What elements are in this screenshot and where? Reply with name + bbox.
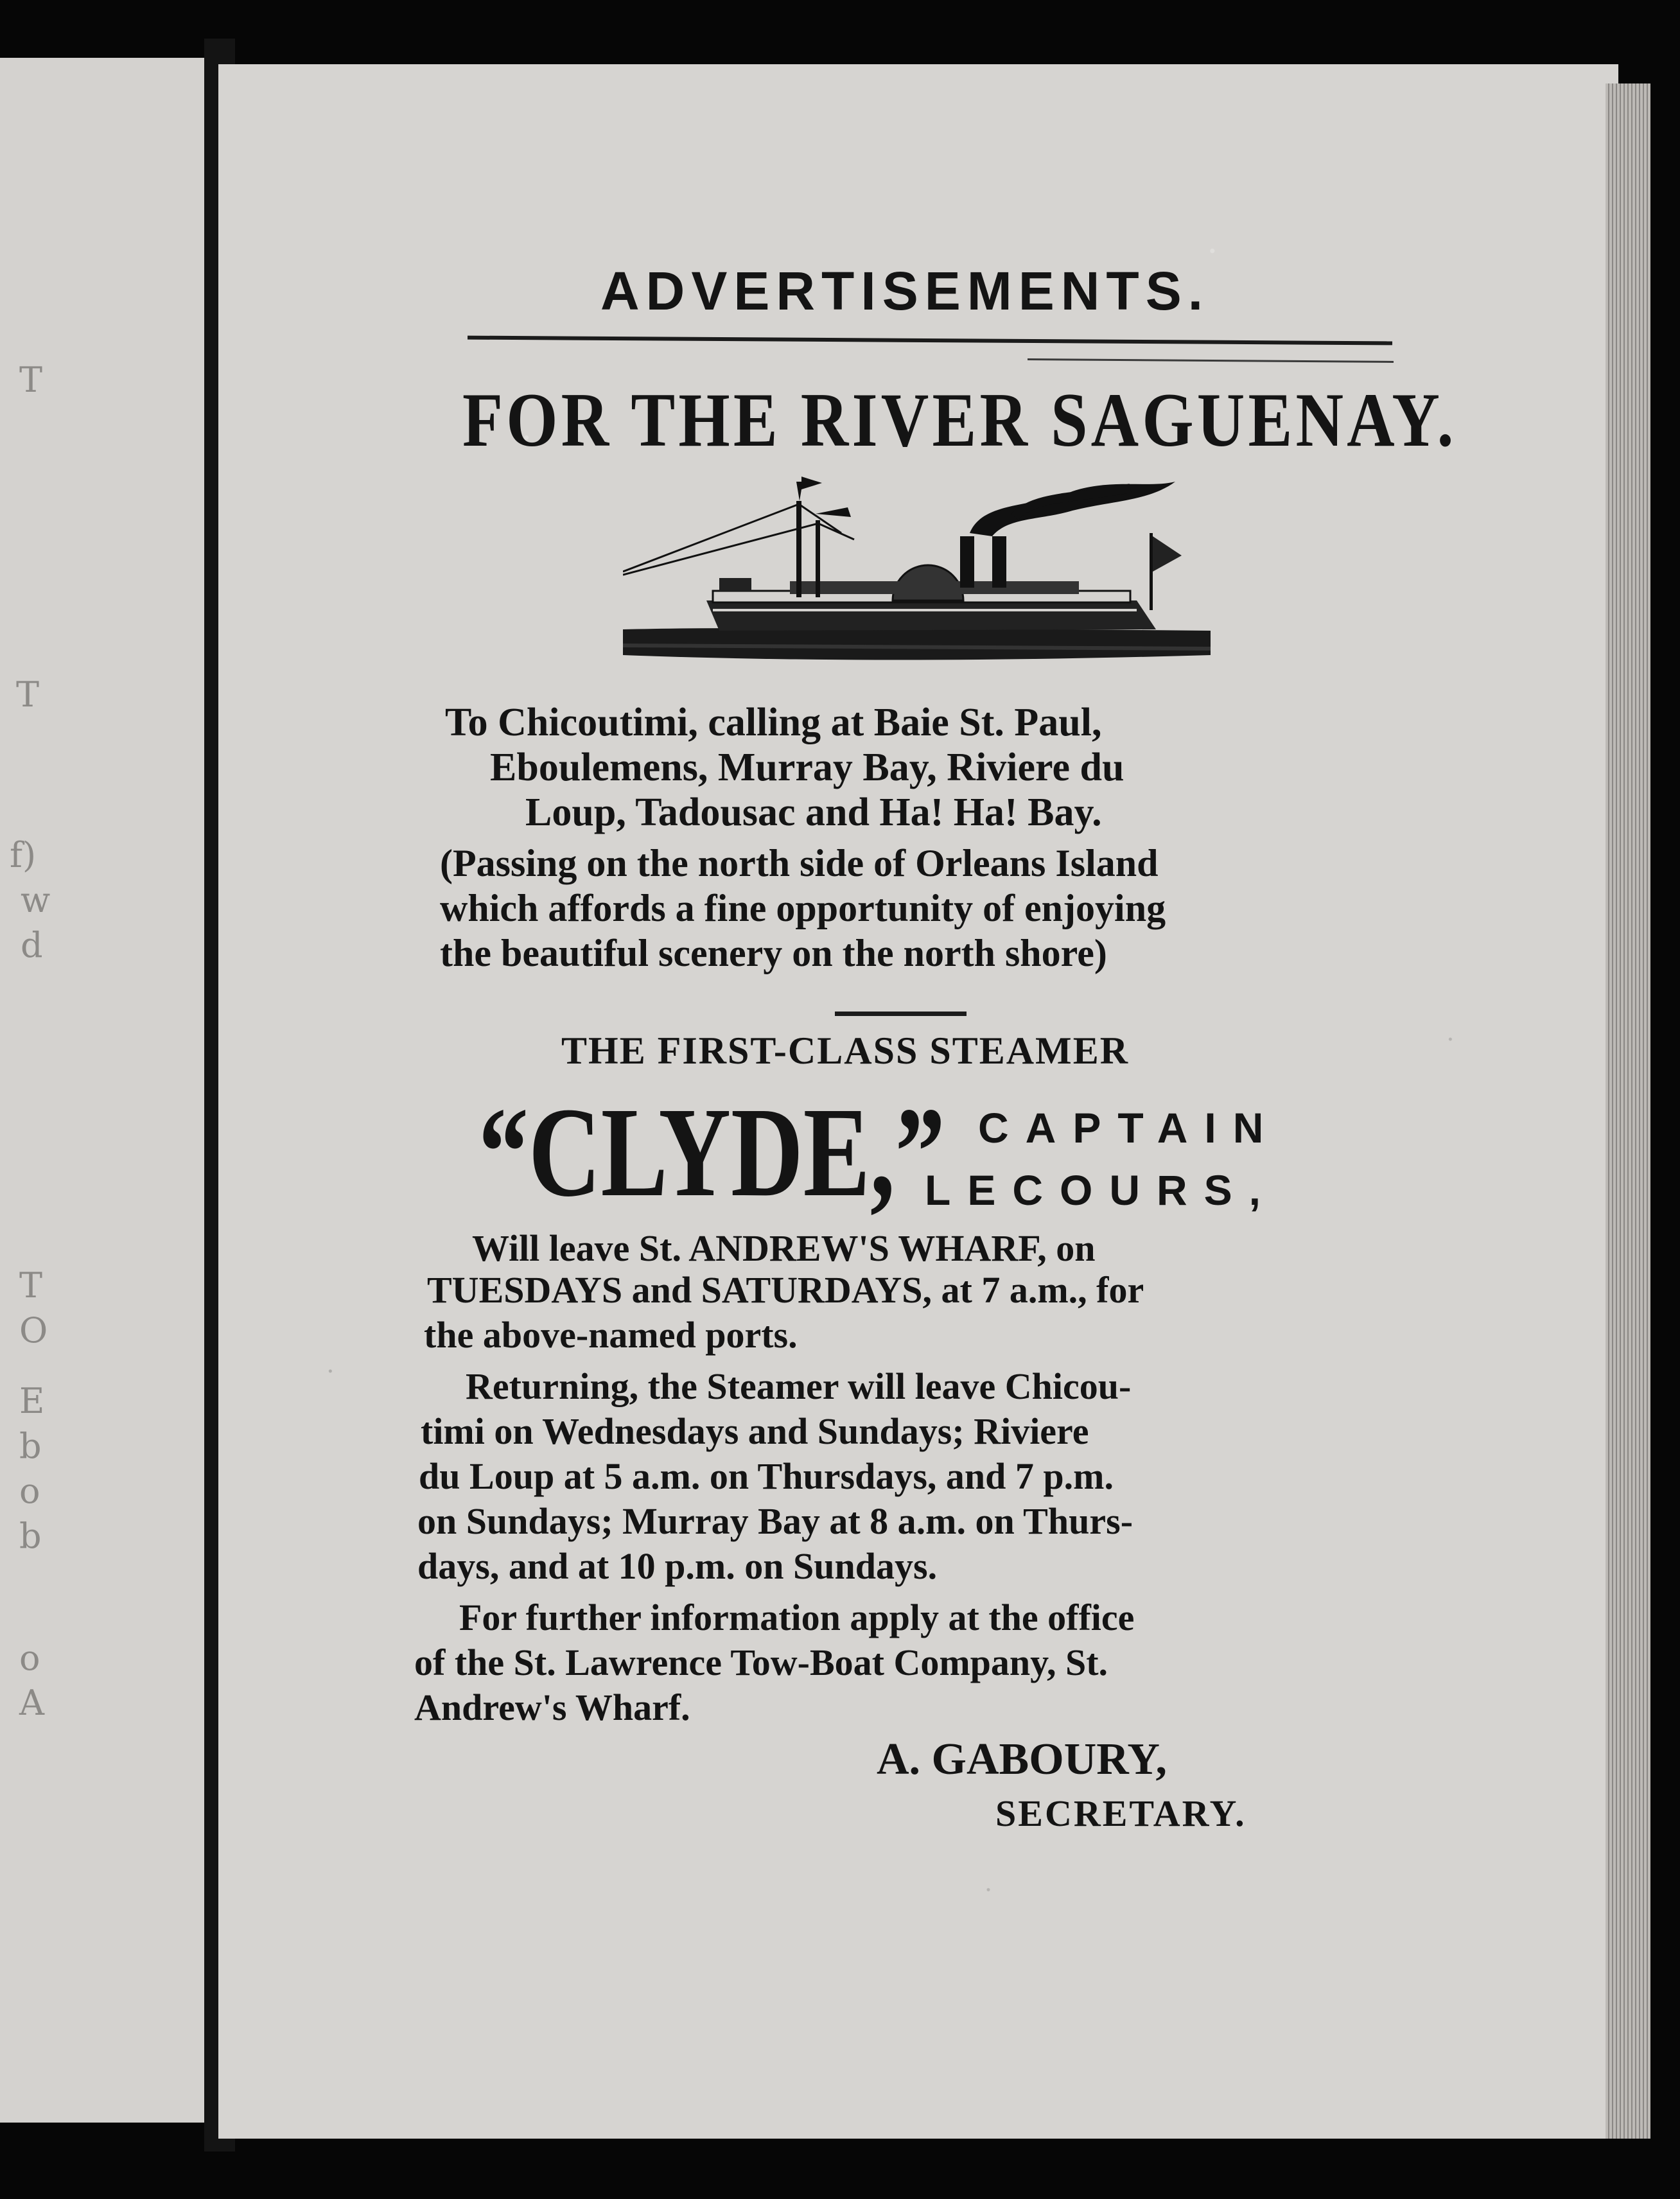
margin-char: o: [19, 1471, 40, 1511]
note-line: which affords a fine opportunity of enjoying: [440, 887, 1166, 929]
heading-rule-thin: [1028, 358, 1394, 363]
route-line: Loup, Tadousac and Ha! Ha! Bay.: [525, 791, 1102, 834]
route-line: To Chicoutimi, calling at Baie St. Paul,: [445, 701, 1102, 744]
schedule-line: on Sundays; Murray Bay at 8 a.m. on Thurs-: [417, 1500, 1133, 1542]
margin-char: T: [19, 1265, 43, 1306]
note-line: the beautiful scenery on the north shore): [440, 932, 1107, 974]
schedule-line: du Loup at 5 a.m. on Thursdays, and 7 p.m.: [419, 1455, 1114, 1497]
captain-label: CAPTAIN: [978, 1104, 1281, 1152]
margin-char: T: [16, 674, 40, 715]
margin-char: O: [19, 1310, 48, 1351]
note-line: (Passing on the north side of Orleans Island: [440, 842, 1159, 884]
route-line: Eboulemens, Murray Bay, Riviere du: [490, 746, 1124, 789]
schedule-line: timi on Wednesdays and Sundays; Riviere: [421, 1410, 1089, 1452]
section-divider: [835, 1012, 967, 1016]
schedule-line: the above-named ports.: [424, 1314, 798, 1356]
signature-name: A. GABOURY,: [877, 1735, 1167, 1784]
heading-rule: [468, 336, 1392, 346]
schedule-line: of the St. Lawrence Tow-Boat Company, St.: [414, 1642, 1108, 1683]
margin-char: E: [19, 1381, 45, 1421]
steamer-name: “CLYDE,”: [478, 1082, 945, 1223]
margin-char: A: [19, 1683, 44, 1723]
margin-char: b: [19, 1516, 42, 1556]
schedule-line: Will leave St. ANDREW'S WHARF, on: [472, 1227, 1096, 1269]
captain-name: LECOURS,: [925, 1166, 1278, 1214]
schedule-line: TUESDAYS and SATURDAYS, at 7 a.m., for: [427, 1269, 1144, 1311]
margin-char: w: [21, 880, 51, 920]
schedule-line: days, and at 10 p.m. on Sundays.: [417, 1545, 938, 1587]
margin-char: d: [21, 925, 43, 965]
schedule-line: Andrew's Wharf.: [414, 1686, 690, 1728]
schedule-line: Returning, the Steamer will leave Chicou-: [466, 1365, 1132, 1407]
page-heading: ADVERTISEMENTS.: [600, 261, 1210, 321]
margin-char: b: [19, 1426, 42, 1466]
margin-char: T: [19, 360, 43, 400]
margin-char: f): [10, 835, 37, 875]
steamer-intro: THE FIRST-CLASS STEAMER: [561, 1029, 1130, 1072]
signature-title: SECRETARY.: [995, 1792, 1247, 1834]
advert-title: FOR THE RIVER SAGUENAY.: [462, 377, 1457, 462]
margin-char: o: [19, 1638, 40, 1678]
steamship-illustration: [623, 462, 1211, 684]
schedule-line: For further information apply at the office: [459, 1597, 1135, 1638]
